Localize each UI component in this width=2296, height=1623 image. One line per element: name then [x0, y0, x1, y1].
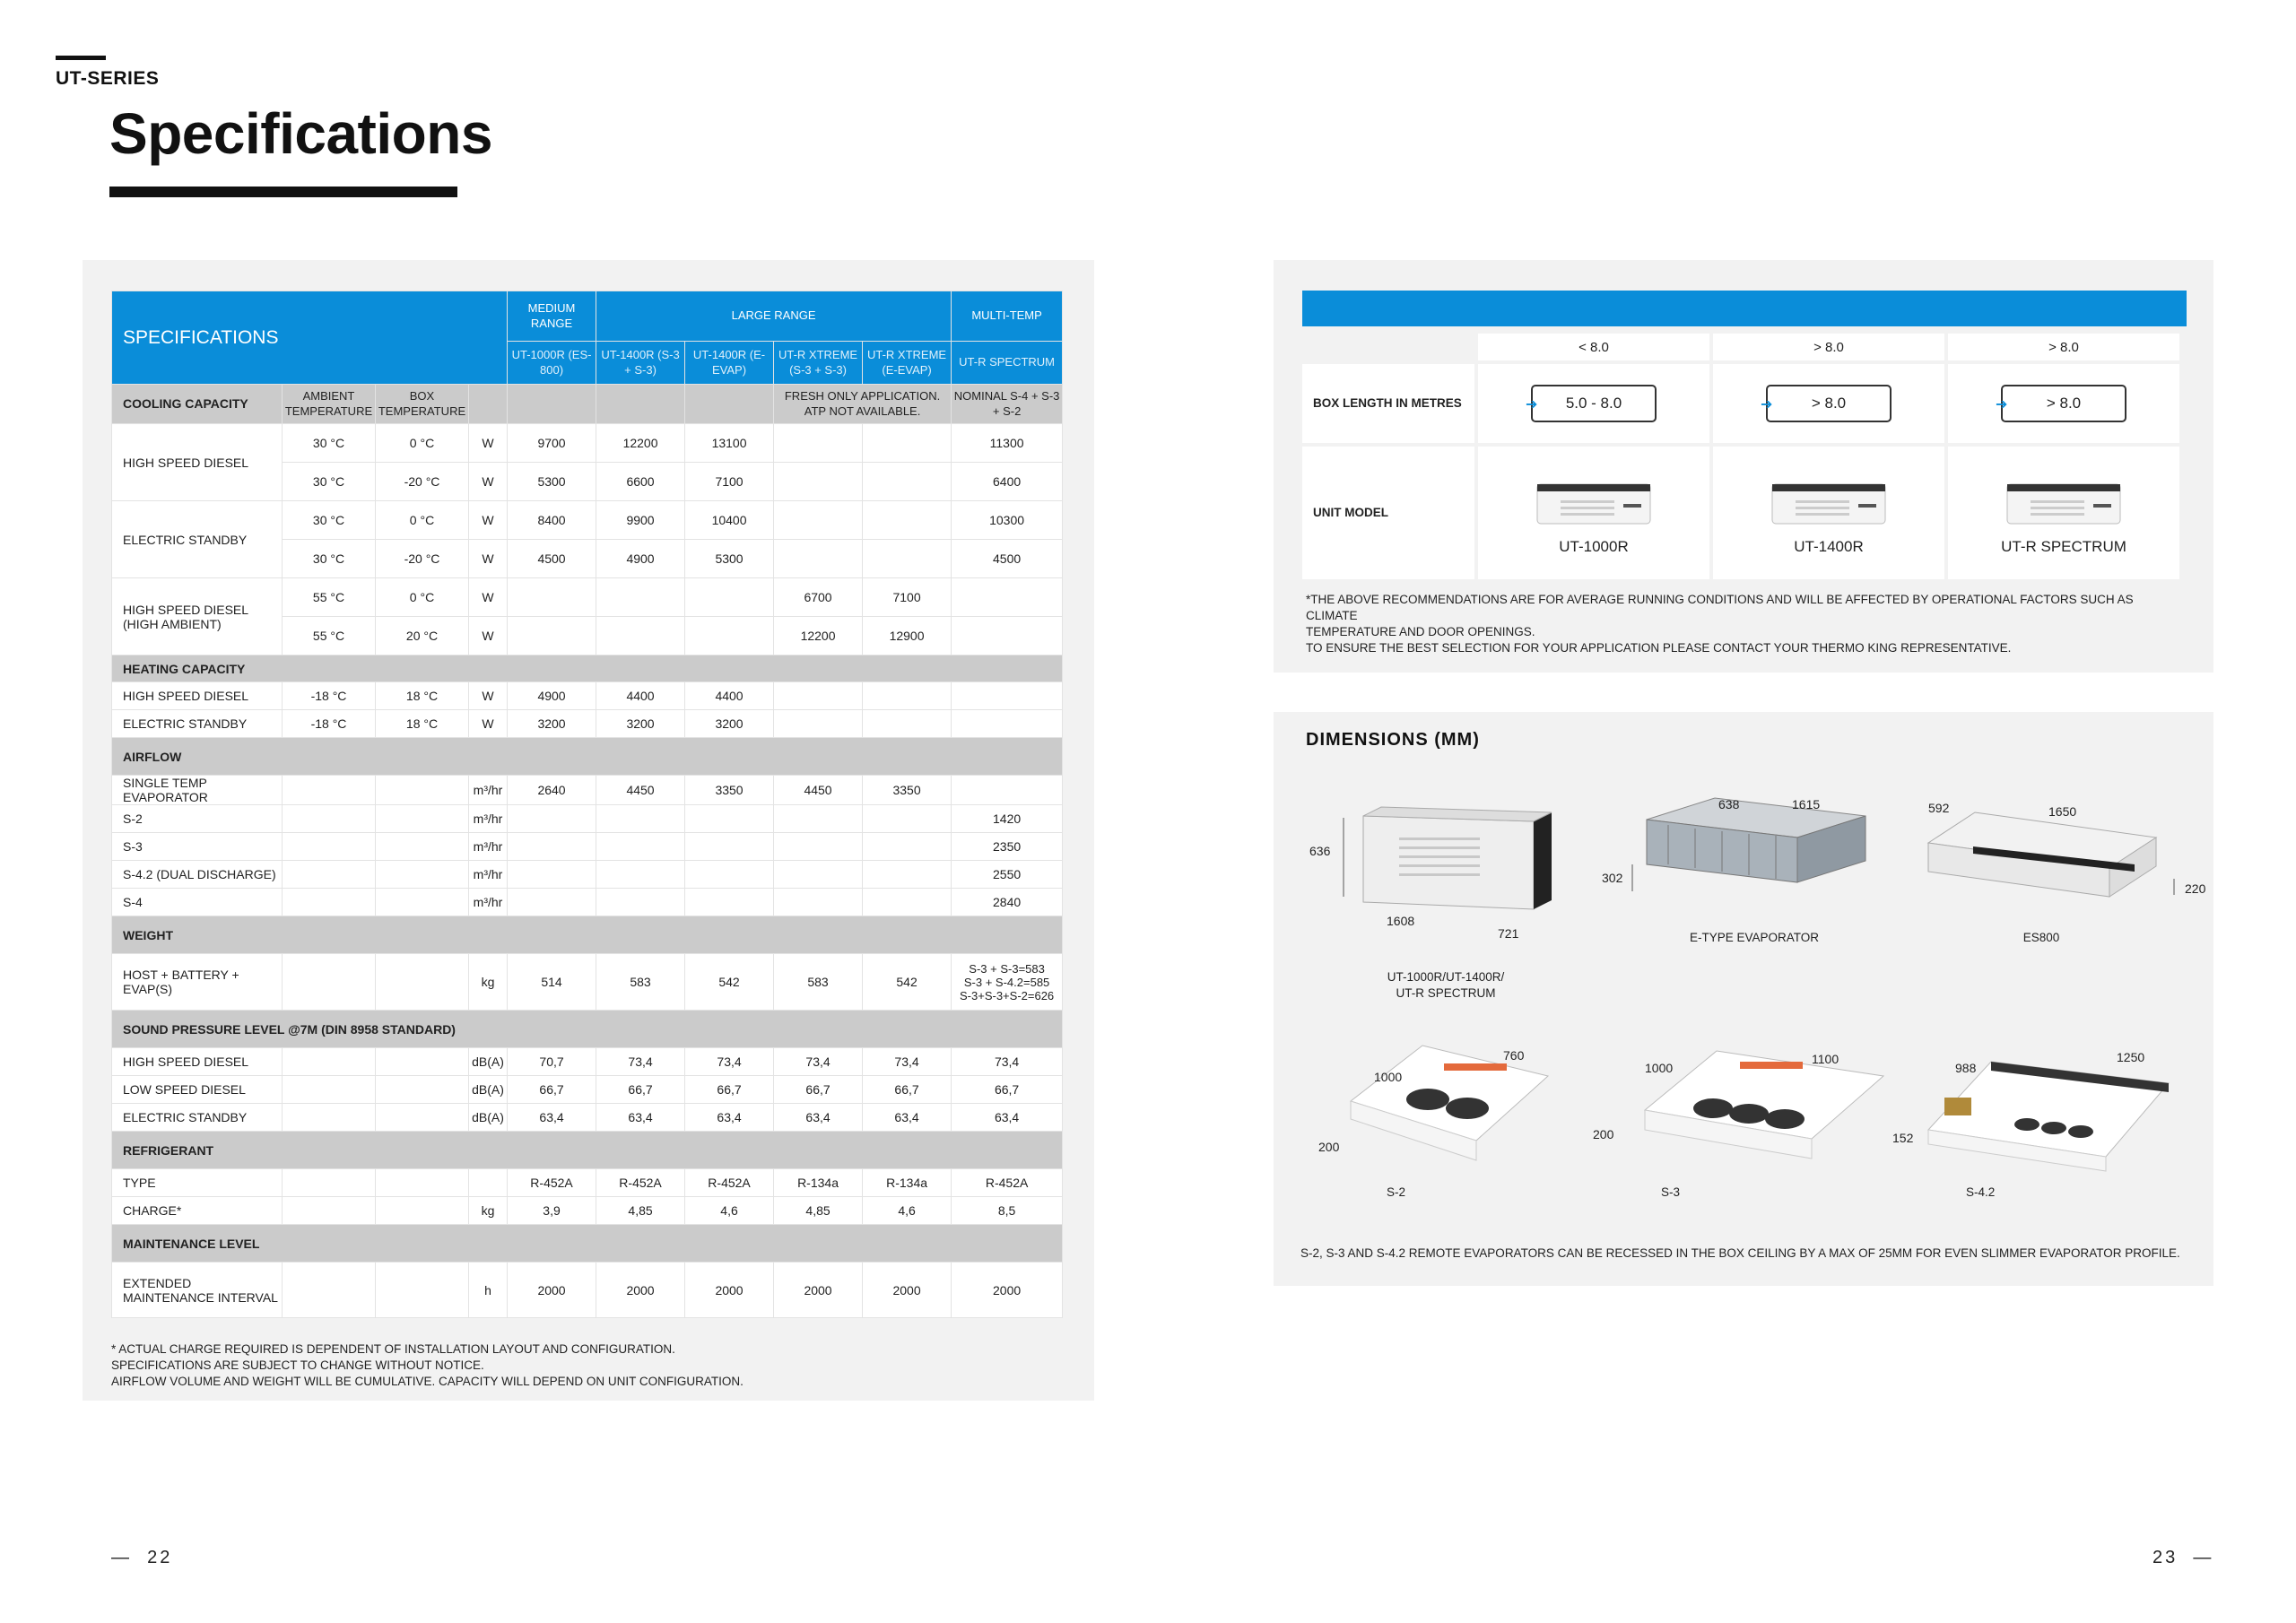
dimensions-title: DIMENSIONS (MM) [1306, 730, 1480, 750]
cell [596, 578, 685, 617]
model-header: UT-1000R (ES-800) [508, 342, 596, 385]
range-header: > 8.0 [1948, 334, 2179, 360]
model-header: UT-1400R (S-3 + S-3) [596, 342, 685, 385]
condensing-unit-drawing [1309, 807, 1552, 1000]
cell: R-452A [596, 1169, 685, 1197]
table-row [112, 1048, 1063, 1076]
cell [685, 889, 774, 916]
cell [863, 501, 952, 540]
section-refrigerant: REFRIGERANT [112, 1132, 1063, 1169]
section-airflow: AIRFLOW [112, 738, 1063, 776]
cell [774, 463, 863, 501]
cell [952, 578, 1063, 617]
cell: 9700 [508, 424, 596, 463]
row-label: S-4 [112, 889, 283, 916]
unit-image [2004, 477, 2124, 534]
specifications-footnotes [111, 1341, 744, 1390]
cell: 4900 [596, 540, 685, 578]
footnote: AIRFLOW VOLUME AND WEIGHT WILL BE CUMULATIVE. CAPACITY WILL DEPEND ON UNIT CONFIGURATION. [111, 1375, 744, 1388]
cell: R-452A [508, 1169, 596, 1197]
cell [596, 861, 685, 889]
cell: 4450 [596, 776, 685, 805]
cell: W [469, 578, 508, 617]
dimension-label: 760 [1503, 1048, 1525, 1063]
group-large-range: LARGE RANGE [596, 291, 952, 342]
group-medium-range: MEDIUM RANGE [508, 291, 596, 342]
cell: 3350 [685, 776, 774, 805]
dimensions-panel [1274, 712, 2213, 1286]
cell: 18 °C [376, 710, 469, 738]
cell: 4500 [508, 540, 596, 578]
unit-model-name: UT-R SPECTRUM [2001, 538, 2126, 555]
cell: 66,7 [685, 1076, 774, 1104]
cell: 6400 [952, 463, 1063, 501]
unit-caption: ES800 [2022, 931, 2060, 944]
cell: 2640 [508, 776, 596, 805]
page-number: 22 [147, 1548, 173, 1567]
dimension-label: 592 [1928, 801, 1950, 815]
unit-selection-panel [1274, 260, 2213, 673]
cell [685, 861, 774, 889]
table-row [112, 501, 1063, 540]
cell [774, 501, 863, 540]
cell: 4400 [685, 682, 774, 710]
cell [863, 463, 952, 501]
table-title: SPECIFICATIONS [112, 291, 508, 385]
cell: -20 °C [376, 540, 469, 578]
top-rule [56, 56, 106, 60]
footnote: * ACTUAL CHARGE REQUIRED IS DEPENDENT OF INSTALLATION LAYOUT AND CONFIGURATION. [111, 1342, 675, 1356]
cell: m³/hr [469, 833, 508, 861]
unit-selection-table [1299, 330, 2183, 583]
selection-header-bar [1302, 291, 2187, 326]
table-row [112, 578, 1063, 617]
unit-model-label: UNIT MODEL [1302, 447, 1474, 579]
cell [685, 617, 774, 655]
cell: 514 [508, 954, 596, 1011]
table-row [112, 710, 1063, 738]
cell [774, 710, 863, 738]
cell: R-452A [685, 1169, 774, 1197]
model-cell [1948, 447, 2179, 579]
cell: W [469, 540, 508, 578]
cell: 0 °C [376, 501, 469, 540]
cell: 3200 [508, 710, 596, 738]
cell [863, 424, 952, 463]
cell: 73,4 [596, 1048, 685, 1076]
s3-evaporator-drawing [1593, 1051, 1883, 1199]
length-cell [1478, 364, 1709, 443]
dimensions-note: S-2, S-3 AND S-4.2 REMOTE EVAPORATORS CAN BE RECESSED IN THE BOX CEILING BY A MAX OF 25MM FOR EVEN SLIMMER EVAPORATOR PROFILE. [1300, 1246, 2180, 1260]
cell [952, 776, 1063, 805]
cell-line: S-3+S-3+S-2=626 [960, 988, 1055, 1002]
cell [863, 540, 952, 578]
cell: 2000 [508, 1263, 596, 1318]
section-sound-pressure: SOUND PRESSURE LEVEL @7M (DIN 8958 STANDARD) [112, 1011, 1063, 1048]
specifications-panel [83, 260, 1094, 1401]
cell: 7100 [863, 578, 952, 617]
unit-caption: UT-R SPECTRUM [1396, 986, 1496, 1000]
cell: W [469, 617, 508, 655]
cell: 18 °C [376, 682, 469, 710]
cell [952, 710, 1063, 738]
table-row [112, 805, 1063, 833]
page-number-right: 23 — [2152, 1548, 2214, 1567]
cell: W [469, 501, 508, 540]
cell: 66,7 [774, 1076, 863, 1104]
nominal-note: NOMINAL S-4 + S-3 + S-2 [952, 385, 1063, 424]
dimension-label: 220 [2185, 881, 2206, 896]
cell: 12200 [596, 424, 685, 463]
cell: 583 [596, 954, 685, 1011]
cell: dB(A) [469, 1104, 508, 1132]
cell [508, 617, 596, 655]
table-row [112, 954, 1063, 1011]
arrow-icon: ➔ [1526, 397, 1538, 412]
section-maintenance-level: MAINTENANCE LEVEL [112, 1225, 1063, 1263]
cell: 10300 [952, 501, 1063, 540]
cell: 66,7 [863, 1076, 952, 1104]
footnote: TO ENSURE THE BEST SELECTION FOR YOUR APPLICATION PLEASE CONTACT YOUR THERMO KING REPRESENTATIVE. [1306, 641, 2012, 655]
cell [596, 833, 685, 861]
cell: 12900 [863, 617, 952, 655]
unit-image [1534, 477, 1654, 534]
table-row [112, 1104, 1063, 1132]
cell [863, 682, 952, 710]
cell: R-134a [774, 1169, 863, 1197]
truck-length-box [1996, 385, 2126, 422]
cell [952, 617, 1063, 655]
cell: 3,9 [508, 1197, 596, 1225]
cell: 55 °C [283, 617, 376, 655]
cell: 63,4 [508, 1104, 596, 1132]
row-label: ELECTRIC STANDBY [112, 1104, 283, 1132]
truck-length-box [1526, 385, 1657, 422]
dimension-label: 636 [1309, 844, 1331, 858]
dimensions-drawings [1274, 712, 2213, 1286]
cell: 2350 [952, 833, 1063, 861]
dimension-label: 1000 [1645, 1061, 1674, 1075]
cell: 0 °C [376, 578, 469, 617]
cell [774, 540, 863, 578]
cell: 583 [774, 954, 863, 1011]
cell [508, 889, 596, 916]
model-header: UT-R SPECTRUM [952, 342, 1063, 385]
row-label: HOST + BATTERY + EVAP(S) [112, 954, 283, 1011]
cell: m³/hr [469, 861, 508, 889]
cell [863, 833, 952, 861]
cell [596, 805, 685, 833]
cell: 66,7 [596, 1076, 685, 1104]
truck-length-box [1761, 385, 1892, 422]
cell [685, 833, 774, 861]
cell: 30 °C [283, 540, 376, 578]
dimension-label: 200 [1318, 1140, 1340, 1154]
cell: 2000 [863, 1263, 952, 1318]
dimension-label: 638 [1718, 797, 1740, 812]
cell: 2000 [952, 1263, 1063, 1318]
cell [863, 889, 952, 916]
cell [863, 805, 952, 833]
cell [863, 861, 952, 889]
footnote: TEMPERATURE AND DOOR OPENINGS. [1306, 625, 1535, 638]
unit-model-name: UT-1400R [1794, 538, 1864, 555]
cell: 10400 [685, 501, 774, 540]
row-label: S-3 [112, 833, 283, 861]
ambient-temperature-header: AMBIENT TEMPERATURE [283, 385, 376, 424]
box-temperature-header: BOX TEMPERATURE [376, 385, 469, 424]
cell: 3200 [685, 710, 774, 738]
cell: 6700 [774, 578, 863, 617]
cell: 3350 [863, 776, 952, 805]
cell [952, 954, 1063, 1011]
cell: kg [469, 1197, 508, 1225]
cell: 63,4 [774, 1104, 863, 1132]
cell [596, 617, 685, 655]
length-value: > 8.0 [1811, 395, 1847, 412]
cell: 2550 [952, 861, 1063, 889]
unit-model-name: UT-1000R [1559, 538, 1629, 555]
box-length-label: BOX LENGTH IN METRES [1302, 364, 1474, 443]
cell: 70,7 [508, 1048, 596, 1076]
page-number: 23 [2152, 1548, 2179, 1567]
cell [469, 1169, 508, 1197]
specifications-table [111, 291, 1063, 1318]
dimension-label: 1000 [1374, 1070, 1403, 1084]
section-heating-capacity: HEATING CAPACITY [112, 655, 1063, 682]
unit-caption: E-TYPE EVAPORATOR [1689, 931, 1820, 944]
cell: 4,6 [685, 1197, 774, 1225]
cell [508, 861, 596, 889]
cell: 30 °C [283, 463, 376, 501]
cell: 4,85 [596, 1197, 685, 1225]
series-label: UT-SERIES [56, 68, 160, 89]
cell: W [469, 463, 508, 501]
dimension-label: 1250 [2117, 1050, 2145, 1064]
table-row [112, 776, 1063, 805]
cell [863, 710, 952, 738]
table-row [112, 861, 1063, 889]
cell: 55 °C [283, 578, 376, 617]
page-number-left: — 22 [111, 1548, 173, 1567]
dimension-label: 152 [1892, 1131, 1914, 1145]
cell: 4450 [774, 776, 863, 805]
cell: 11300 [952, 424, 1063, 463]
selection-footnotes [1306, 592, 2185, 656]
cell: 4400 [596, 682, 685, 710]
table-row [112, 1263, 1063, 1318]
title-underline [109, 187, 457, 197]
cell: 5300 [508, 463, 596, 501]
cell: kg [469, 954, 508, 1011]
cell: 3200 [596, 710, 685, 738]
row-label: CHARGE* [112, 1197, 283, 1225]
cell: 30 °C [283, 501, 376, 540]
dimension-label: 1615 [1792, 797, 1821, 812]
arrow-icon: ➔ [1761, 397, 1773, 412]
row-label: S-2 [112, 805, 283, 833]
table-row [112, 1076, 1063, 1104]
cell: 8400 [508, 501, 596, 540]
cell [774, 889, 863, 916]
cell [774, 861, 863, 889]
row-label: SINGLE TEMP EVAPORATOR [112, 776, 283, 805]
cell: 73,4 [952, 1048, 1063, 1076]
table-row [112, 1169, 1063, 1197]
row-label: EXTENDED MAINTENANCE INTERVAL [112, 1263, 283, 1318]
cell: dB(A) [469, 1076, 508, 1104]
table-row [112, 833, 1063, 861]
cell: R-134a [863, 1169, 952, 1197]
cell: W [469, 424, 508, 463]
cell: 7100 [685, 463, 774, 501]
length-value: 5.0 - 8.0 [1565, 395, 1622, 412]
cell: 12200 [774, 617, 863, 655]
model-header: UT-R XTREME (S-3 + S-3) [774, 342, 863, 385]
dimension-label: 1608 [1387, 914, 1415, 928]
range-header: < 8.0 [1478, 334, 1709, 360]
page-title: Specifications [109, 101, 492, 166]
group-multi-temp: MULTI-TEMP [952, 291, 1063, 342]
cell: 13100 [685, 424, 774, 463]
cell: -20 °C [376, 463, 469, 501]
dimension-label: 302 [1602, 871, 1623, 885]
cell-line: S-3 + S-3=583 [969, 961, 1045, 976]
cell [508, 833, 596, 861]
cell [952, 682, 1063, 710]
cell [685, 805, 774, 833]
unit-caption: S-3 [1661, 1185, 1681, 1199]
es800-drawing [1928, 801, 2206, 944]
cell: 542 [685, 954, 774, 1011]
footnote: *THE ABOVE RECOMMENDATIONS ARE FOR AVERAGE RUNNING CONDITIONS AND WILL BE AFFECTED BY OPERATIONAL FACTORS SUCH AS CLIMATE [1306, 593, 2134, 622]
length-cell [1713, 364, 1944, 443]
s42-evaporator-drawing [1892, 1050, 2169, 1199]
dimension-label: 200 [1593, 1127, 1614, 1141]
row-label: HIGH SPEED DIESEL [112, 1048, 283, 1076]
cell: 66,7 [508, 1076, 596, 1104]
unit-caption: UT-1000R/UT-1400R/ [1387, 970, 1505, 984]
unit-image [1769, 477, 1889, 534]
cell: 4500 [952, 540, 1063, 578]
cell: -18 °C [283, 710, 376, 738]
cell: 4900 [508, 682, 596, 710]
dimension-label: 721 [1498, 926, 1519, 941]
model-cell [1478, 447, 1709, 579]
length-value: > 8.0 [2046, 395, 2082, 412]
table-row [112, 1197, 1063, 1225]
model-header: UT-1400R (E-EVAP) [685, 342, 774, 385]
cell: 63,4 [685, 1104, 774, 1132]
cell: -18 °C [283, 682, 376, 710]
cell: 542 [863, 954, 952, 1011]
cell: 73,4 [685, 1048, 774, 1076]
e-type-evaporator-drawing [1602, 797, 1866, 944]
cell: 2840 [952, 889, 1063, 916]
range-header: > 8.0 [1713, 334, 1944, 360]
row-label: S-4.2 (DUAL DISCHARGE) [112, 861, 283, 889]
s2-evaporator-drawing [1318, 1046, 1548, 1199]
cell: 0 °C [376, 424, 469, 463]
row-label: HIGH SPEED DIESEL [112, 424, 283, 501]
arrow-icon: ➔ [1996, 397, 2008, 412]
cell [774, 805, 863, 833]
row-label: HIGH SPEED DIESEL [112, 682, 283, 710]
dimension-label: 988 [1955, 1061, 1977, 1075]
footnote: SPECIFICATIONS ARE SUBJECT TO CHANGE WITHOUT NOTICE. [111, 1358, 484, 1372]
cell [508, 578, 596, 617]
cell [774, 682, 863, 710]
cell: 2000 [774, 1263, 863, 1318]
cell: 6600 [596, 463, 685, 501]
table-row [112, 424, 1063, 463]
cell: R-452A [952, 1169, 1063, 1197]
cell: 1420 [952, 805, 1063, 833]
cell [774, 424, 863, 463]
cell: W [469, 710, 508, 738]
length-cell [1948, 364, 2179, 443]
cell [596, 889, 685, 916]
unit-caption: S-2 [1387, 1185, 1406, 1199]
dimension-label: 1650 [2048, 804, 2077, 819]
cell: 63,4 [596, 1104, 685, 1132]
model-cell [1713, 447, 1944, 579]
cell: 73,4 [774, 1048, 863, 1076]
table-row [112, 889, 1063, 916]
cell: 63,4 [863, 1104, 952, 1132]
cell: 66,7 [952, 1076, 1063, 1104]
cell: dB(A) [469, 1048, 508, 1076]
cell: W [469, 682, 508, 710]
cell: 20 °C [376, 617, 469, 655]
cell: 8,5 [952, 1197, 1063, 1225]
cell: 4,85 [774, 1197, 863, 1225]
cell: 30 °C [283, 424, 376, 463]
cell: 5300 [685, 540, 774, 578]
row-label: ELECTRIC STANDBY [112, 501, 283, 578]
cell: m³/hr [469, 805, 508, 833]
model-header: UT-R XTREME (E-EVAP) [863, 342, 952, 385]
cell: h [469, 1263, 508, 1318]
table-row [112, 682, 1063, 710]
cell: 4,6 [863, 1197, 952, 1225]
cell-line: S-3 + S-4.2=585 [963, 975, 1050, 989]
row-label: TYPE [112, 1169, 283, 1197]
section-weight: WEIGHT [112, 916, 1063, 954]
row-label: LOW SPEED DIESEL [112, 1076, 283, 1104]
cell [508, 805, 596, 833]
cell: m³/hr [469, 889, 508, 916]
cell [685, 578, 774, 617]
row-label: ELECTRIC STANDBY [112, 710, 283, 738]
row-label: HIGH SPEED DIESEL (HIGH AMBIENT) [112, 578, 283, 655]
cell [774, 833, 863, 861]
unit-caption: S-4.2 [1966, 1185, 1996, 1199]
cell: 2000 [596, 1263, 685, 1318]
section-cooling-capacity: COOLING CAPACITY [112, 385, 283, 424]
fresh-only-note: FRESH ONLY APPLICATION. ATP NOT AVAILABLE. [774, 385, 952, 424]
dimension-label: 1100 [1812, 1052, 1839, 1066]
cell: 2000 [685, 1263, 774, 1318]
cell: m³/hr [469, 776, 508, 805]
cell: 63,4 [952, 1104, 1063, 1132]
cell: 73,4 [863, 1048, 952, 1076]
cell: 9900 [596, 501, 685, 540]
